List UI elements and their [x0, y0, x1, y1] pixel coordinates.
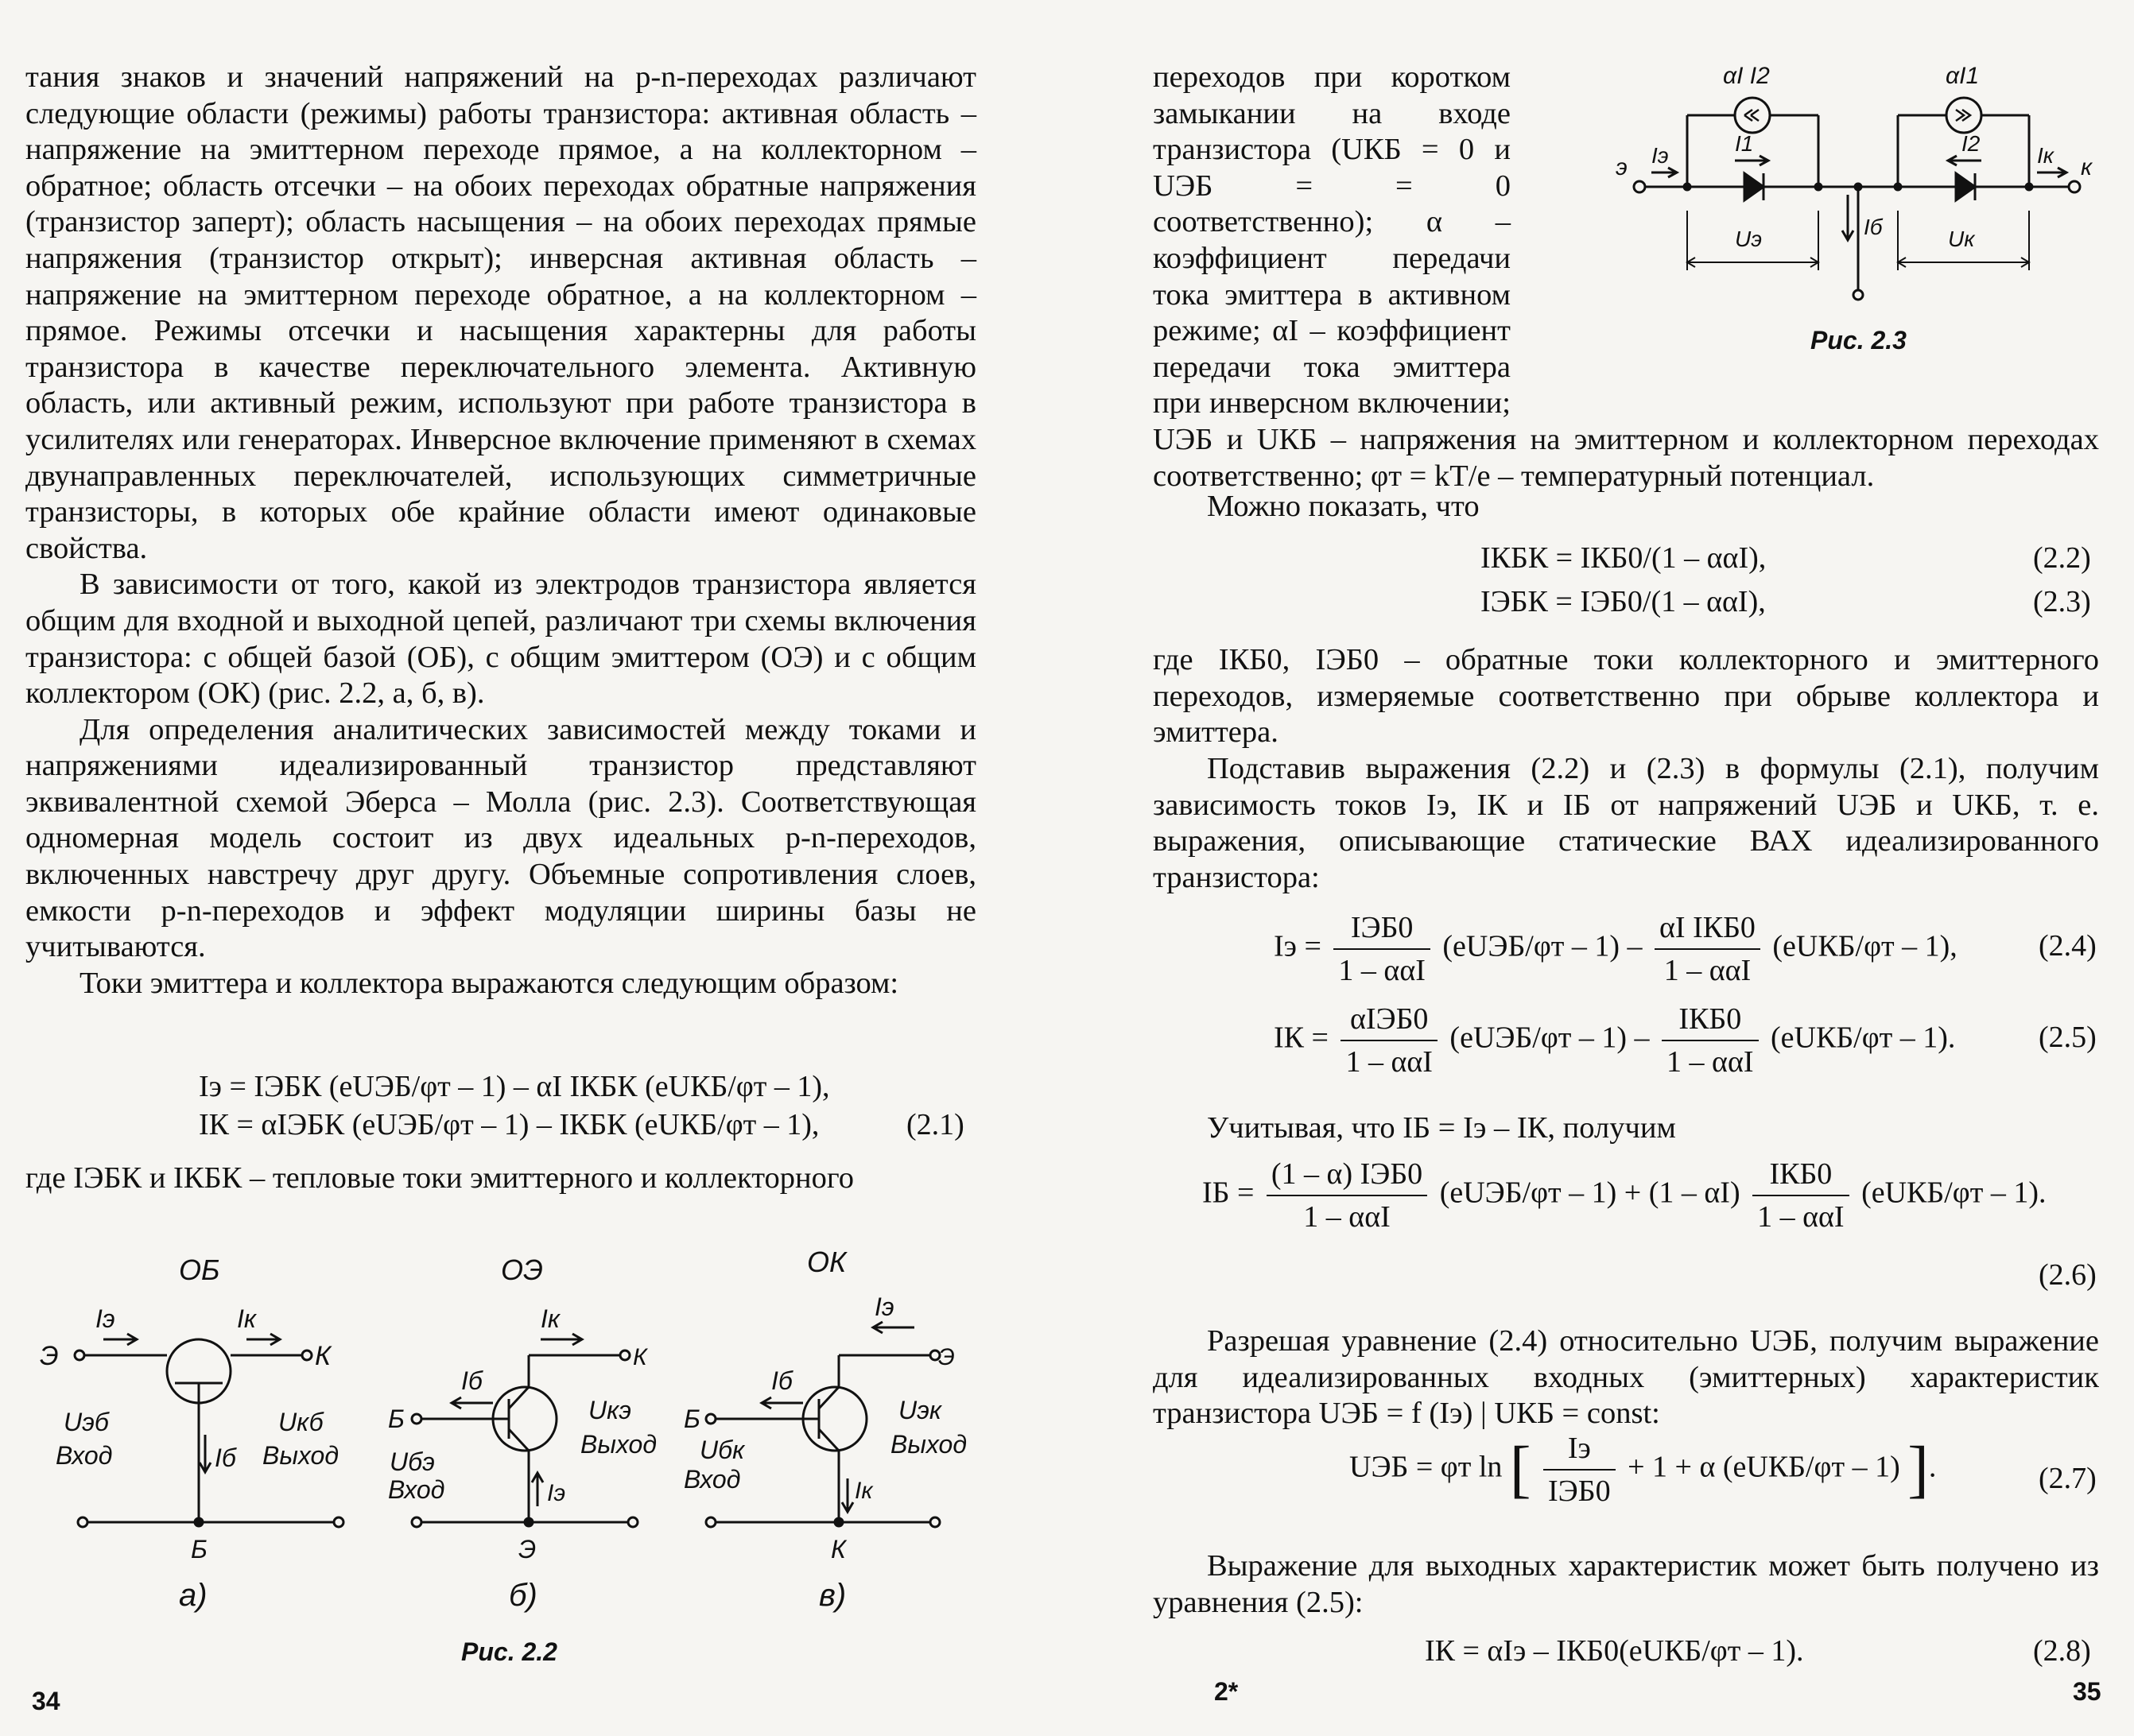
- svg-text:э: э: [1616, 154, 1628, 180]
- considering-text: Учитывая, что IБ = Iэ – IК, получим: [1207, 1111, 1676, 1145]
- equation-2-5: IК = $\frac{\text{αIЭБ0}}{\text{1 – ααI}}$ (eUЭБ/φт – 1) – $\frac{\text{IКБ0}}{\text{1 – ααI}}$ (eUКБ/φт – 1).: [1274, 1002, 1956, 1079]
- paragraph: Выражение для выходных характеристик может быть получено из уравнения (2.5):: [1153, 1549, 2099, 1619]
- page-number: 34: [32, 1687, 60, 1715]
- left-body-text: [25, 60, 976, 1002]
- svg-text:К: К: [831, 1535, 846, 1564]
- equation-2-1-line2: IК = αIЭБК (eUЭБ/φт – 1) – IКБК (eUКБ/φт – 1),: [199, 1108, 820, 1141]
- svg-text:αI I2: αI I2: [1723, 63, 1770, 89]
- paragraph: Для определения аналитических зависимостей между токами и напряжениями идеализированный транзистор представляют эквивалентной схемой Эберса – Молла (рис. 2.3). Соответствующая одномерная модель состоит из двух идеальных p-n-переходов, включенных навстречу друг другу. Объемные сопротивления слоев, емкости p-n-переходов и эффект модуляции ширины базы не учитываются.: [25, 712, 976, 964]
- circuit-common-base: [40, 1254, 343, 1613]
- figure-caption: Рис. 2.2: [461, 1637, 557, 1666]
- svg-text:Б: Б: [388, 1405, 405, 1433]
- svg-text:ОЭ: ОЭ: [501, 1254, 543, 1286]
- svg-text:I1: I1: [1735, 131, 1754, 156]
- svg-text:Выход: Выход: [580, 1430, 658, 1459]
- svg-text:К: К: [315, 1341, 332, 1371]
- svg-text:Uкэ: Uкэ: [588, 1396, 631, 1424]
- svg-text:а): а): [179, 1578, 208, 1613]
- equation-2-7: UЭБ = φт ln [ $\frac{Iэ}{\text{IЭБ0}}$ + 1 + α (eUКБ/φт – 1) ].: [1349, 1432, 1937, 1508]
- figure-caption: Рис. 2.3: [1810, 326, 1907, 355]
- svg-text:Э: Э: [518, 1535, 537, 1564]
- svg-text:Iк: Iк: [541, 1304, 560, 1333]
- right-top-text: переходов при коротком замыкании на входе транзистора (UКБ = 0 и UЭБ = = 0 соответственно); α – коэффициент передачи тока эмиттера в активном режиме; αI – коэффициент передачи тока эмиттера при инверсном включении; UЭБ и UКБ – напряжения на эмиттерном и коллекторном переходах соответственно; φт = kT/e – температурный потенциал.: [1153, 60, 2099, 493]
- svg-text:Iэ: Iэ: [547, 1480, 566, 1506]
- svg-text:Iэ: Iэ: [1651, 143, 1669, 168]
- svg-text:Вход: Вход: [388, 1475, 445, 1504]
- svg-text:Uбэ: Uбэ: [390, 1447, 435, 1476]
- svg-text:Iб: Iб: [1864, 215, 1883, 239]
- paragraph: Разрешая уравнение (2.4) относительно UЭБ, получим выражение для идеализированных входных (эмиттерных) характеристик транзистора UЭБ = f (Iэ) | UКБ = const:: [1153, 1324, 2099, 1431]
- svg-text:Iк: Iк: [237, 1304, 256, 1333]
- svg-text:I2: I2: [1961, 131, 1981, 156]
- page-number: 35: [2073, 1677, 2101, 1706]
- svg-text:К: К: [633, 1344, 647, 1370]
- paragraph: тания знаков и значений напряжений на p-n-переходах различают следующие области (режимы) работы транзистора: активная область – напряжение на эмиттерном переходе прямое, а на коллекторном – обратное; область отсечки – на обоих переходах обратные напряжения (транзистор заперт); область насыщения – на обоих переходах прямые напряжения (транзистор открыт); инверсная активная область – напряжение на эмиттерном переходе обратное, а на коллекторном – прямое. Режимы отсечки и насыщения характерны для работы транзистора в качестве переключательного элемента. Активную область, или активный режим, используют при работе транзистора в усилителях или генераторах. Инверсное включение применяют в схемах двунаправленных переключателей, использующих симметричные транзисторы, в которых обе крайние области имеют одинаковые свойства.: [25, 60, 976, 565]
- equation-2-3: IЭБК = IЭБ0/(1 – ααI),: [1480, 585, 1766, 618]
- svg-text:Iэ: Iэ: [95, 1304, 115, 1333]
- svg-text:Iб: Iб: [215, 1443, 236, 1472]
- svg-text:Uэк: Uэк: [898, 1396, 941, 1424]
- can-show-text: Можно показать, что: [1207, 490, 1480, 523]
- equation-number: (2.7): [2039, 1462, 2097, 1495]
- svg-text:Э: Э: [40, 1341, 59, 1371]
- equation-number: (2.1): [906, 1108, 964, 1141]
- paragraph: где IКБ0, IЭБ0 – обратные токи коллекторного и эмиттерного переходов, измеряемые соответственно при обрыве коллектора и эмиттера.: [1153, 643, 2099, 750]
- figure-2-2: [32, 1240, 1002, 1622]
- svg-text:Б: Б: [684, 1405, 700, 1433]
- svg-text:Uк: Uк: [1948, 227, 1975, 251]
- svg-text:Iэ: Iэ: [875, 1292, 894, 1321]
- circuit-common-collector: [684, 1246, 967, 1613]
- circuit-common-emitter: [388, 1254, 657, 1613]
- equation-number: (2.6): [2039, 1258, 2097, 1292]
- svg-text:Э: Э: [938, 1344, 955, 1370]
- svg-text:Б: Б: [191, 1535, 208, 1564]
- equation-number: (2.4): [2039, 929, 2097, 963]
- svg-text:к: к: [2081, 154, 2093, 180]
- svg-text:Iб: Iб: [771, 1366, 793, 1395]
- text-after-equation: где IЭБК и IКБК – тепловые токи эмиттерного и коллекторного: [25, 1161, 854, 1195]
- equation-2-6: IБ = $\frac{\text{(1 – α) IЭБ0}}{\text{1 – ααI}}$ (eUЭБ/φт – 1) + (1 – αI) $\frac{\text{IКБ0}}{\text{1 – ααI}}$ (eUКБ/φт – 1).: [1202, 1157, 2047, 1234]
- svg-text:Iк: Iк: [855, 1478, 873, 1504]
- svg-text:ОК: ОК: [807, 1246, 847, 1278]
- equation-number: (2.3): [2033, 585, 2091, 618]
- svg-text:Вход: Вход: [684, 1465, 741, 1494]
- paragraph: В зависимости от того, какой из электродов транзистора является общим для входной и выходной цепей, различают три схемы включения транзистора: с общей базой (ОБ), с общим эмиттером (ОЭ) и с общим коллектором (ОК) (рис. 2.2, а, б, в).: [25, 568, 976, 711]
- svg-text:Uэ: Uэ: [1735, 227, 1762, 251]
- svg-text:б): б): [509, 1578, 537, 1613]
- figure-2-3: [1616, 56, 2101, 310]
- equation-2-4: Iэ = $\frac{\text{IЭБ0}}{\text{1 – ααI}}$ (eUЭБ/φт – 1) – $\frac{\text{αI IКБ0}}{\text{1 – ααI}}$ (eUКБ/φт – 1),: [1274, 911, 1957, 987]
- svg-text:Iб: Iб: [461, 1366, 483, 1395]
- svg-text:Iк: Iк: [2037, 143, 2054, 168]
- svg-text:Uкб: Uкб: [278, 1408, 324, 1436]
- paragraph: Токи эмиттера и коллектора выражаются следующим образом:: [80, 966, 899, 1000]
- equation-2-2: IКБК = IКБ0/(1 – ααI),: [1480, 541, 1767, 575]
- svg-text:Выход: Выход: [262, 1441, 340, 1470]
- svg-text:Uэб: Uэб: [64, 1408, 109, 1436]
- equation-number: (2.8): [2033, 1634, 2091, 1668]
- paragraph: Подставив выражения (2.2) и (2.3) в формулы (2.1), получим зависимость токов Iэ, IК и IБ от напряжений UЭБ и UКБ, т. е. выражения, описывающие статические ВАХ идеализированного транзистора:: [1153, 752, 2099, 894]
- svg-text:αI1: αI1: [1946, 63, 1980, 89]
- svg-text:Выход: Выход: [890, 1430, 968, 1459]
- svg-text:в): в): [819, 1578, 847, 1613]
- svg-text:Uбк: Uбк: [700, 1436, 745, 1464]
- equation-2-1-line1: Iэ = IЭБК (eUЭБ/φт – 1) – αI IКБК (eUКБ/φт – 1),: [199, 1070, 830, 1103]
- title-ob: ОБ: [179, 1254, 220, 1286]
- signature-mark: 2*: [1214, 1677, 1239, 1706]
- equation-number: (2.2): [2033, 541, 2091, 575]
- svg-text:Вход: Вход: [56, 1441, 113, 1470]
- equation-2-8: IК = αIэ – IКБ0(eUКБ/φт – 1).: [1425, 1634, 1804, 1668]
- equation-number: (2.5): [2039, 1021, 2097, 1054]
- right-page: [1067, 0, 2134, 1736]
